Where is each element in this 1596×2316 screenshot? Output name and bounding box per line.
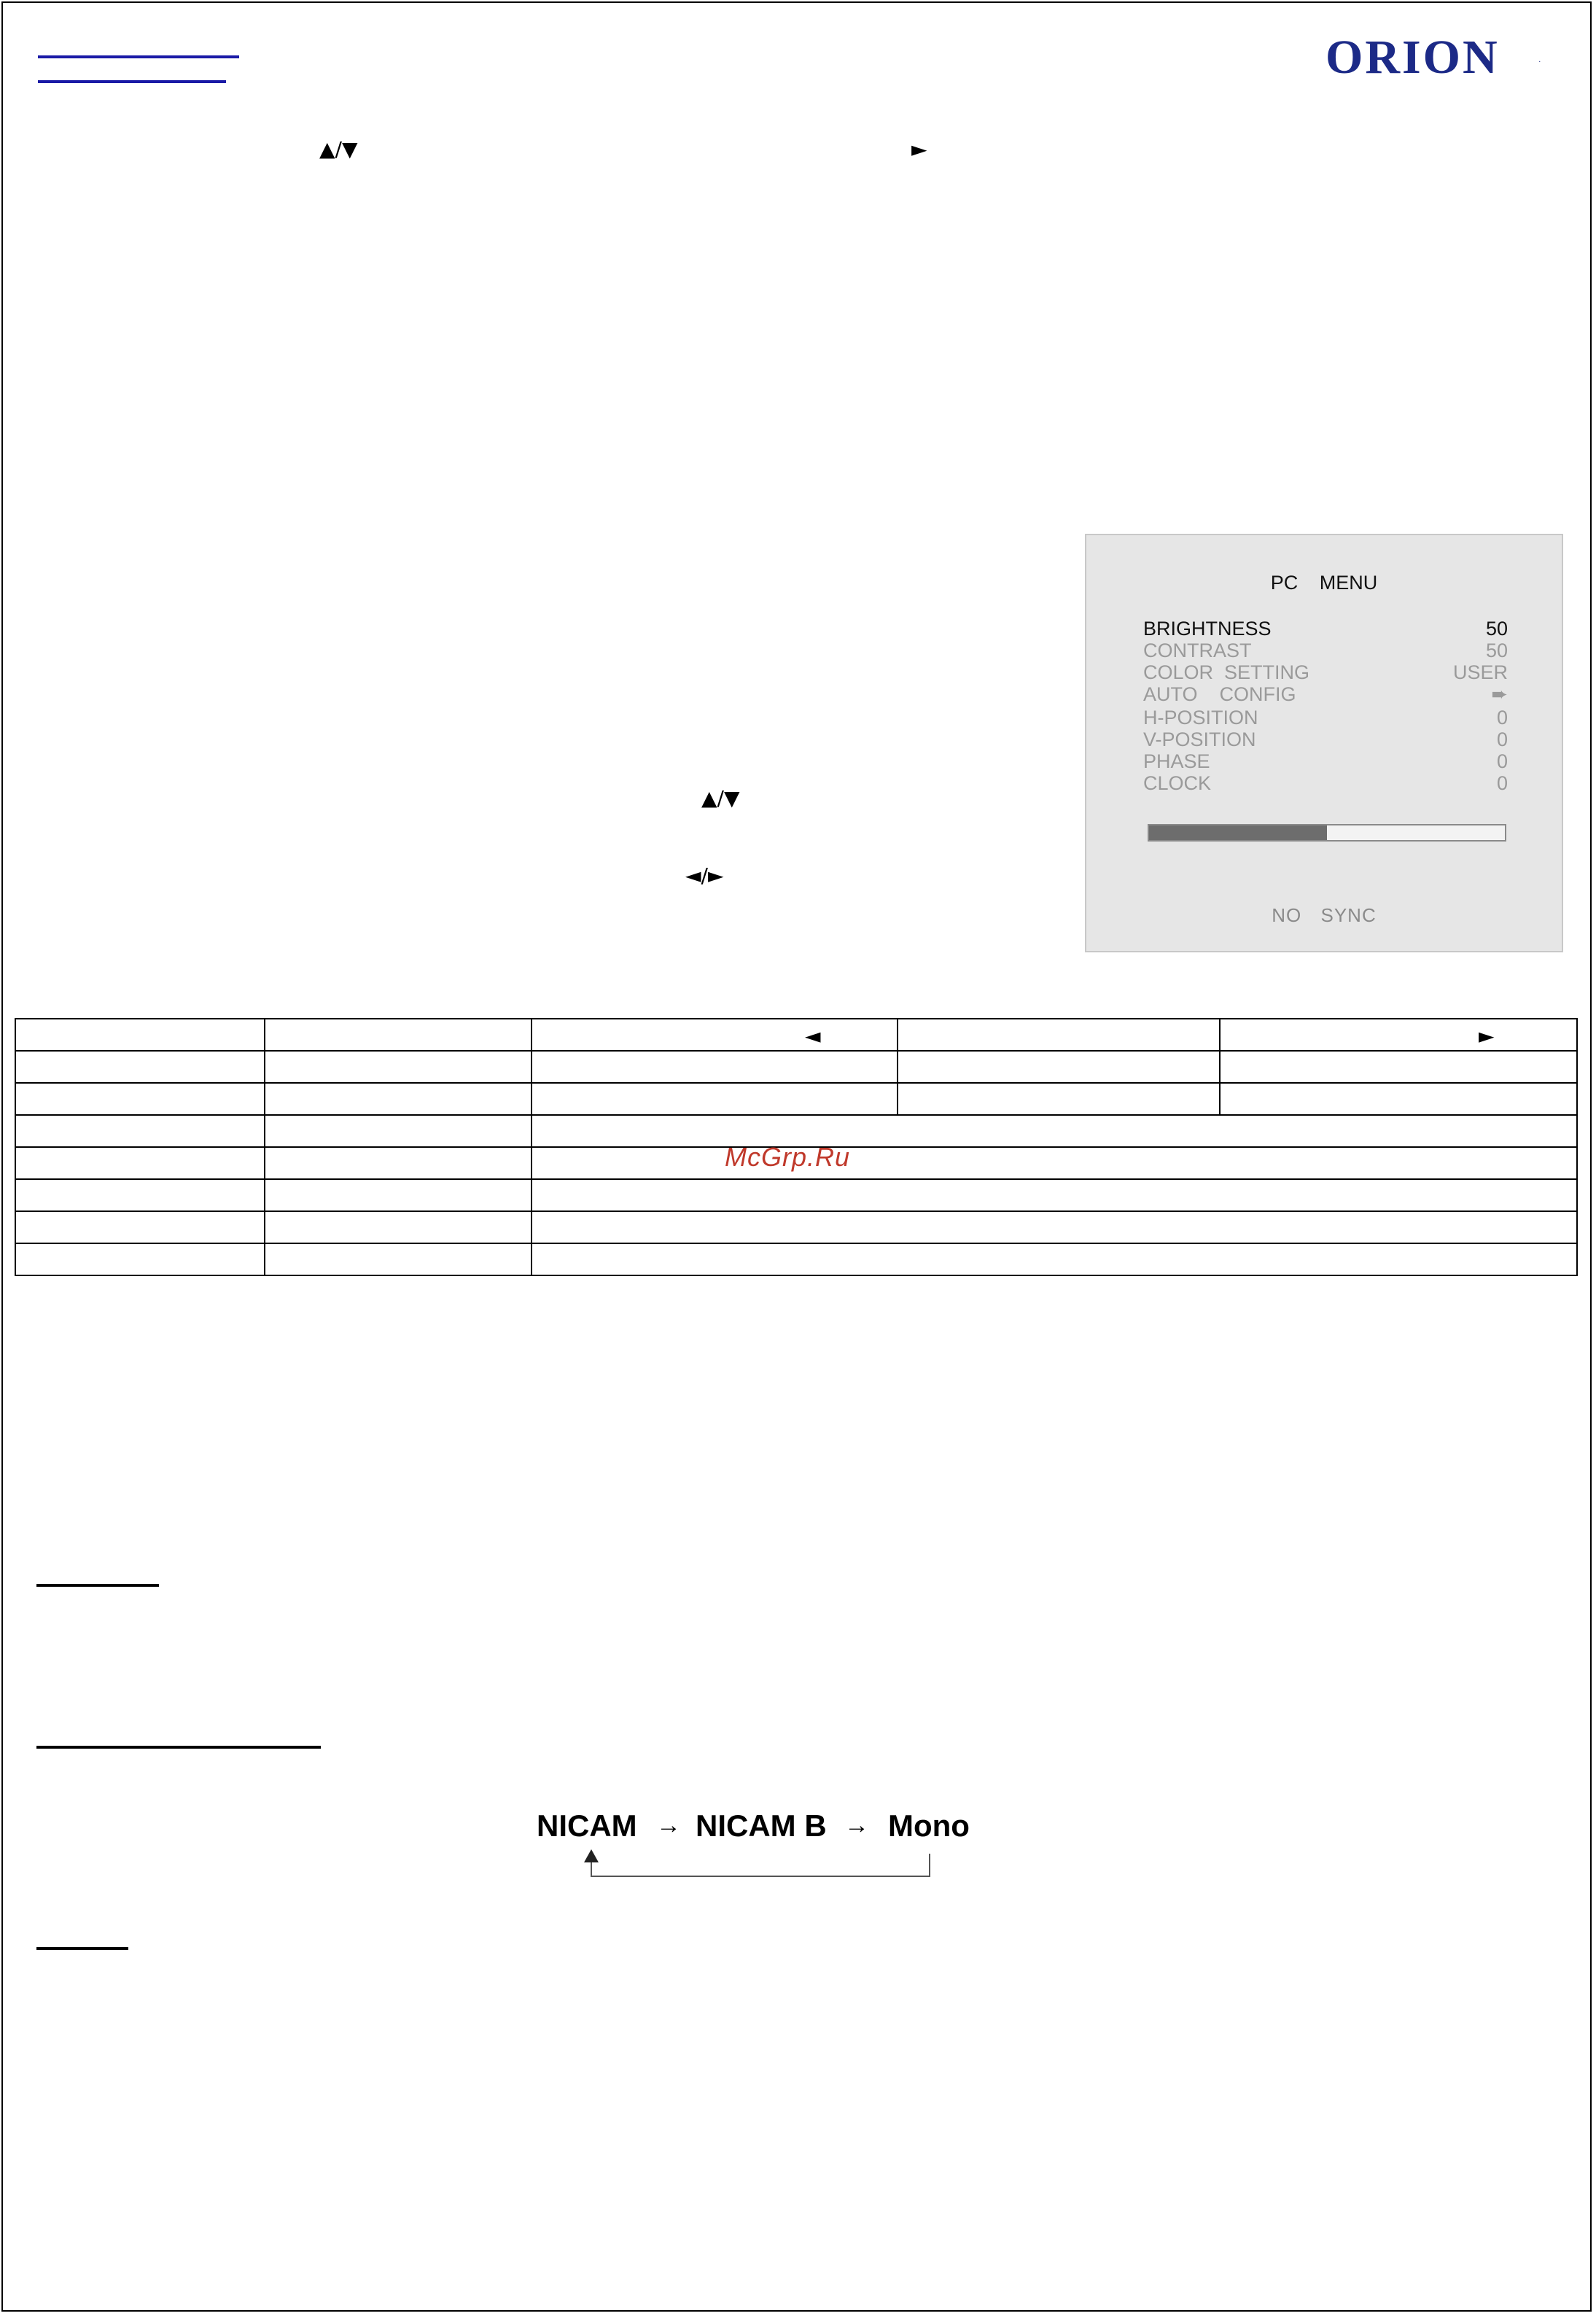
table-row [15, 1019, 1577, 1051]
pc-menu-item-label: PHASE [1143, 750, 1210, 772]
logo-mark: . [1538, 56, 1543, 64]
pc-menu-item-label: CLOCK [1143, 772, 1212, 794]
table-cell [15, 1243, 265, 1275]
flow-loop-arrowhead-icon [584, 1849, 599, 1862]
pc-menu-item-label: BRIGHTNESS [1143, 618, 1272, 640]
pc-menu-item-label: CONTRAST [1143, 640, 1252, 661]
section-heading-rule-2 [36, 1746, 321, 1749]
pc-menu-item[interactable] [1143, 706, 1508, 729]
pc-menu-item-label: H-POSITION [1143, 707, 1258, 728]
section-heading-rule-1 [36, 1584, 159, 1587]
pc-menu-level-bar[interactable] [1148, 824, 1506, 842]
table-cell [532, 1179, 1577, 1211]
table-cell [532, 1243, 1577, 1275]
table-row [15, 1243, 1577, 1275]
flow-loop-line [591, 1854, 930, 1877]
pc-menu-level-fill [1149, 825, 1327, 840]
flow-arrow-icon: → [844, 1811, 869, 1839]
up-down-arrows-icon: ▲/▼ [319, 137, 358, 161]
table-cell [532, 1083, 898, 1115]
pc-menu-title: PC MENU [1270, 572, 1378, 594]
table-cell [265, 1051, 532, 1083]
pc-menu-osd [1085, 534, 1563, 952]
pc-menu-item-label: COLOR SETTING [1143, 661, 1310, 683]
pc-menu-footer: NO SYNC [1272, 904, 1377, 926]
table-cell [898, 1083, 1220, 1115]
table-row [15, 1211, 1577, 1243]
table-row [15, 1179, 1577, 1211]
pc-menu-item-label: V-POSITION [1143, 728, 1256, 750]
pc-menu-item-value: 50 [1485, 640, 1508, 661]
table-cell [15, 1179, 265, 1211]
table-cell [265, 1019, 532, 1051]
table-cell [15, 1115, 265, 1147]
pc-menu-item[interactable] [1143, 750, 1508, 773]
flow-step-mono: Mono [888, 1808, 970, 1843]
table-cell [265, 1147, 532, 1179]
pc-menu-item[interactable] [1143, 639, 1508, 662]
table-cell [898, 1051, 1220, 1083]
table-cell [265, 1211, 532, 1243]
header-link-2[interactable] [38, 80, 226, 83]
up-down-arrows-icon: ▲/▼ [701, 786, 740, 810]
pc-menu-item-label: AUTO CONFIG [1143, 683, 1296, 705]
table-cell [1220, 1019, 1577, 1051]
left-arrow-icon: ◄ [805, 1024, 821, 1048]
watermark: McGrp.Ru [725, 1142, 851, 1172]
table-cell [15, 1147, 265, 1179]
table-cell [265, 1243, 532, 1275]
pc-menu-item-value: 50 [1485, 618, 1508, 640]
table-cell [265, 1115, 532, 1147]
flow-step-nicam: NICAM [537, 1808, 637, 1843]
table-cell [265, 1179, 532, 1211]
logo-text: ORION [1326, 31, 1500, 84]
flow-step-nicam-b: NICAM B [696, 1808, 827, 1843]
pc-menu-item-value: 0 [1496, 707, 1508, 728]
table-cell [265, 1083, 532, 1115]
table-cell [532, 1019, 898, 1051]
table-cell [15, 1019, 265, 1051]
left-right-arrows-icon: ◄/► [685, 863, 724, 887]
header-link-1[interactable] [38, 55, 239, 58]
pc-menu-item[interactable] [1143, 728, 1508, 751]
table-row [15, 1083, 1577, 1115]
right-arrow-icon: ► [1479, 1024, 1495, 1048]
right-arrow-icon: ► [911, 137, 927, 161]
pc-menu-item-value: ➨ [1491, 683, 1508, 705]
table-cell [532, 1051, 898, 1083]
table-cell [15, 1083, 265, 1115]
table-cell [15, 1051, 265, 1083]
table-cell [1220, 1083, 1577, 1115]
table-cell [532, 1147, 1577, 1179]
table-cell [532, 1115, 1577, 1147]
pc-menu-item-value: 0 [1496, 772, 1508, 794]
pc-menu-item-value: 0 [1496, 750, 1508, 772]
section-heading-rule-3 [36, 1947, 128, 1950]
orion-logo [1326, 31, 1543, 84]
table-cell [898, 1019, 1220, 1051]
table-row [15, 1051, 1577, 1083]
pc-menu-item[interactable] [1143, 772, 1508, 795]
pc-menu-item-value: USER [1452, 661, 1508, 683]
flow-arrow-icon: → [656, 1811, 681, 1839]
pc-menu-item[interactable] [1143, 661, 1508, 684]
pc-menu-item-value: 0 [1496, 728, 1508, 750]
table-cell [532, 1211, 1577, 1243]
pc-menu-item[interactable] [1143, 617, 1508, 640]
table-cell [1220, 1051, 1577, 1083]
table-cell [15, 1211, 265, 1243]
pc-menu-item[interactable] [1143, 683, 1508, 706]
